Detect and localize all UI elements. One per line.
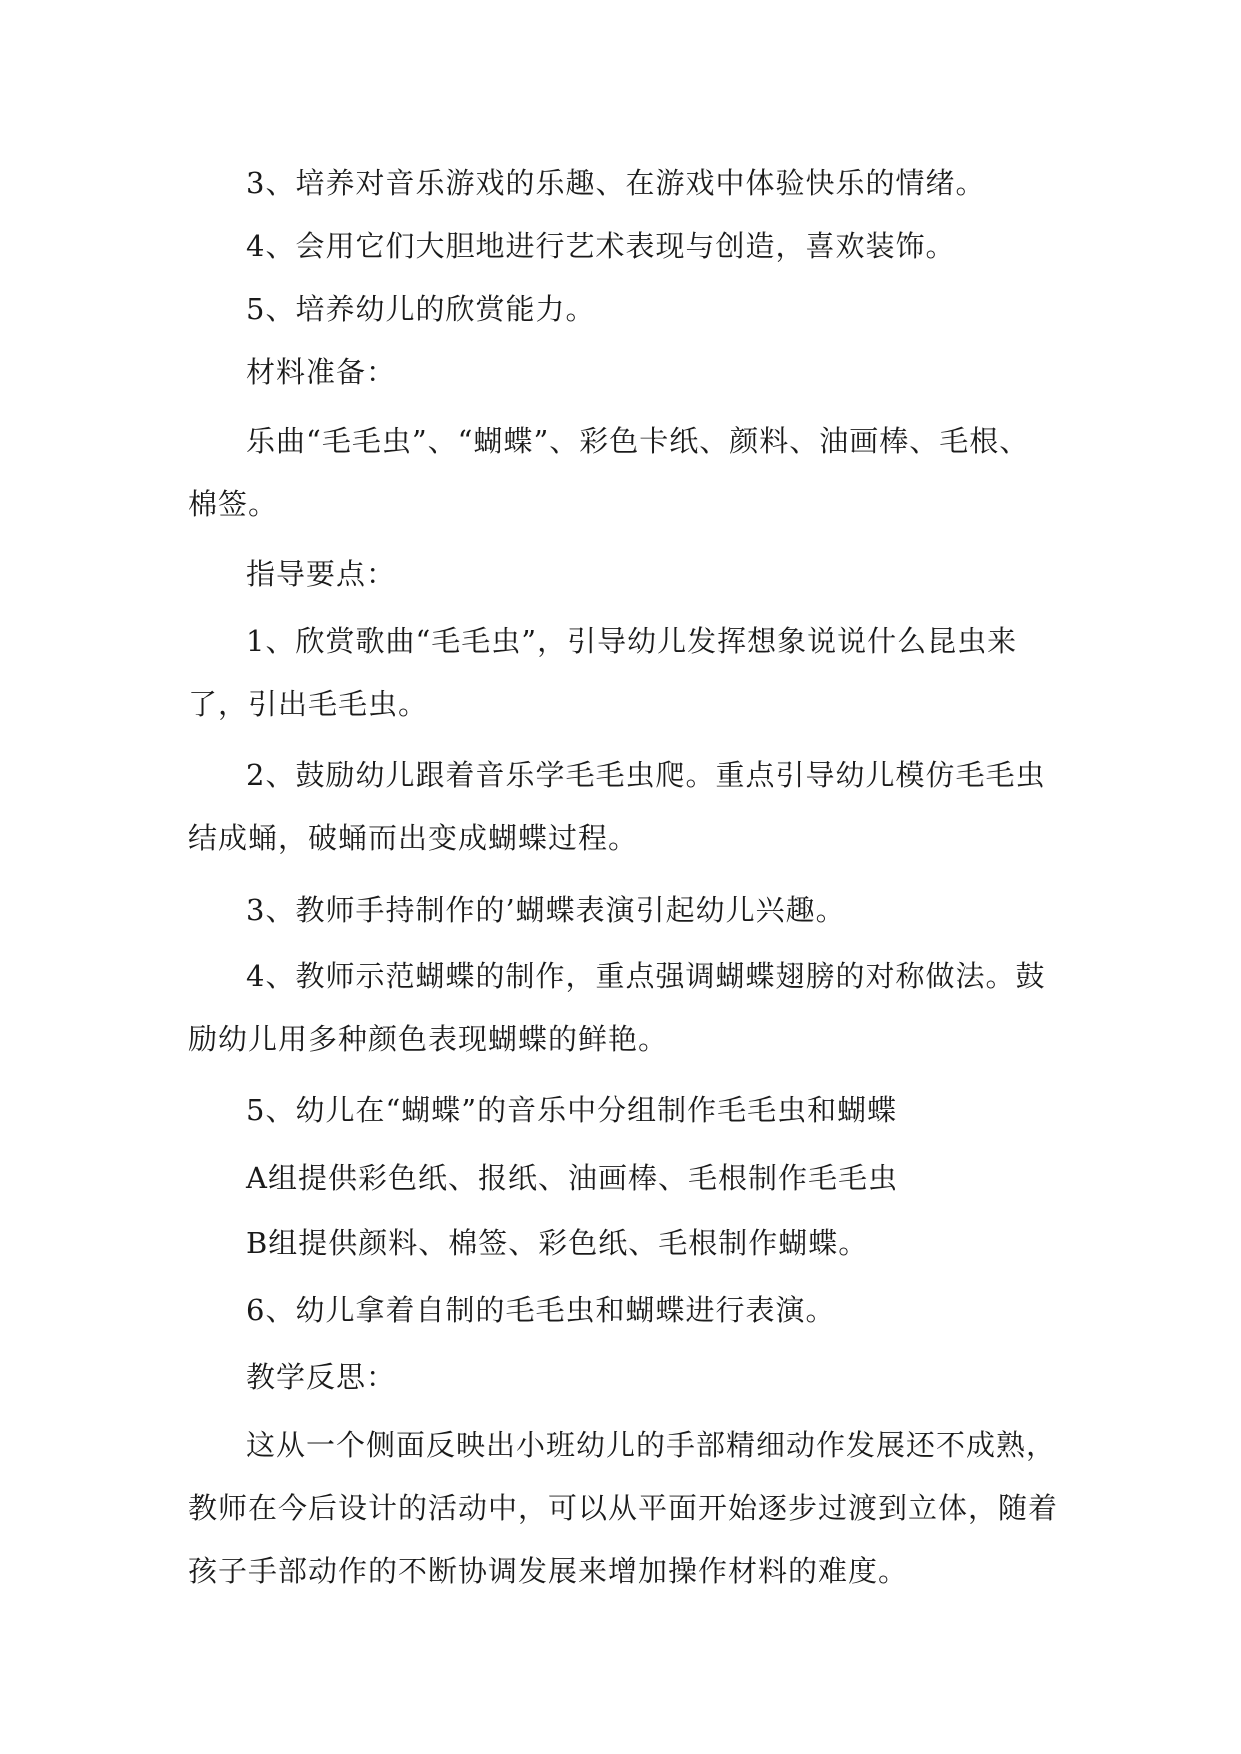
paragraph-materials-list: 乐曲“毛毛虫”、“蝴蝶”、彩色卡纸、颜料、油画棒、毛根、棉签。 [188, 424, 1030, 521]
paragraph-goal-4: 4、会用它们大胆地进行艺术表现与创造，喜欢装饰。 [246, 229, 956, 263]
heading-materials: 材料准备： [246, 355, 397, 389]
paragraph-step-6: 6、幼儿拿着自制的毛毛虫和蝴蝶进行表演。 [246, 1293, 836, 1327]
paragraph-step-2: 2、鼓励幼儿跟着音乐学毛毛虫爬。重点引导幼儿模仿毛毛虫结成蛹，破蛹而出变成蝴蝶过程。 [188, 758, 1046, 855]
paragraph-step-1: 1、欣赏歌曲“毛毛虫”，引导幼儿发挥想象说说什么昆虫来了，引出毛毛虫。 [188, 624, 1018, 721]
heading-reflection: 教学反思： [246, 1360, 397, 1394]
paragraph-reflection: 这从一个侧面反映出小班幼儿的手部精细动作发展还不成熟，教师在今后设计的活动中，可以从平面开始逐步过渡到立体，随着孩子手部动作的不断协调发展来增加操作材料的难度。 [188, 1428, 1059, 1588]
paragraph-goal-3: 3、培养对音乐游戏的乐趣、在游戏中体验快乐的情绪。 [246, 166, 986, 200]
paragraph-step-3: 3、教师手持制作的’蝴蝶表演引起幼儿兴趣。 [246, 893, 846, 927]
heading-guidance: 指导要点： [246, 557, 397, 591]
paragraph-step-4: 4、教师示范蝴蝶的制作，重点强调蝴蝶翅膀的对称做法。鼓励幼儿用多种颜色表现蝴蝶的鲜艳。 [188, 959, 1046, 1056]
paragraph-goal-5: 5、培养幼儿的欣赏能力。 [246, 292, 596, 326]
paragraph-group-b: B组提供颜料、棉签、彩色纸、毛根制作蝴蝶。 [246, 1226, 869, 1260]
paragraph-group-a: A组提供彩色纸、报纸、油画棒、毛根制作毛毛虫 [246, 1161, 898, 1195]
paragraph-step-5: 5、幼儿在“蝴蝶”的音乐中分组制作毛毛虫和蝴蝶 [246, 1093, 898, 1127]
